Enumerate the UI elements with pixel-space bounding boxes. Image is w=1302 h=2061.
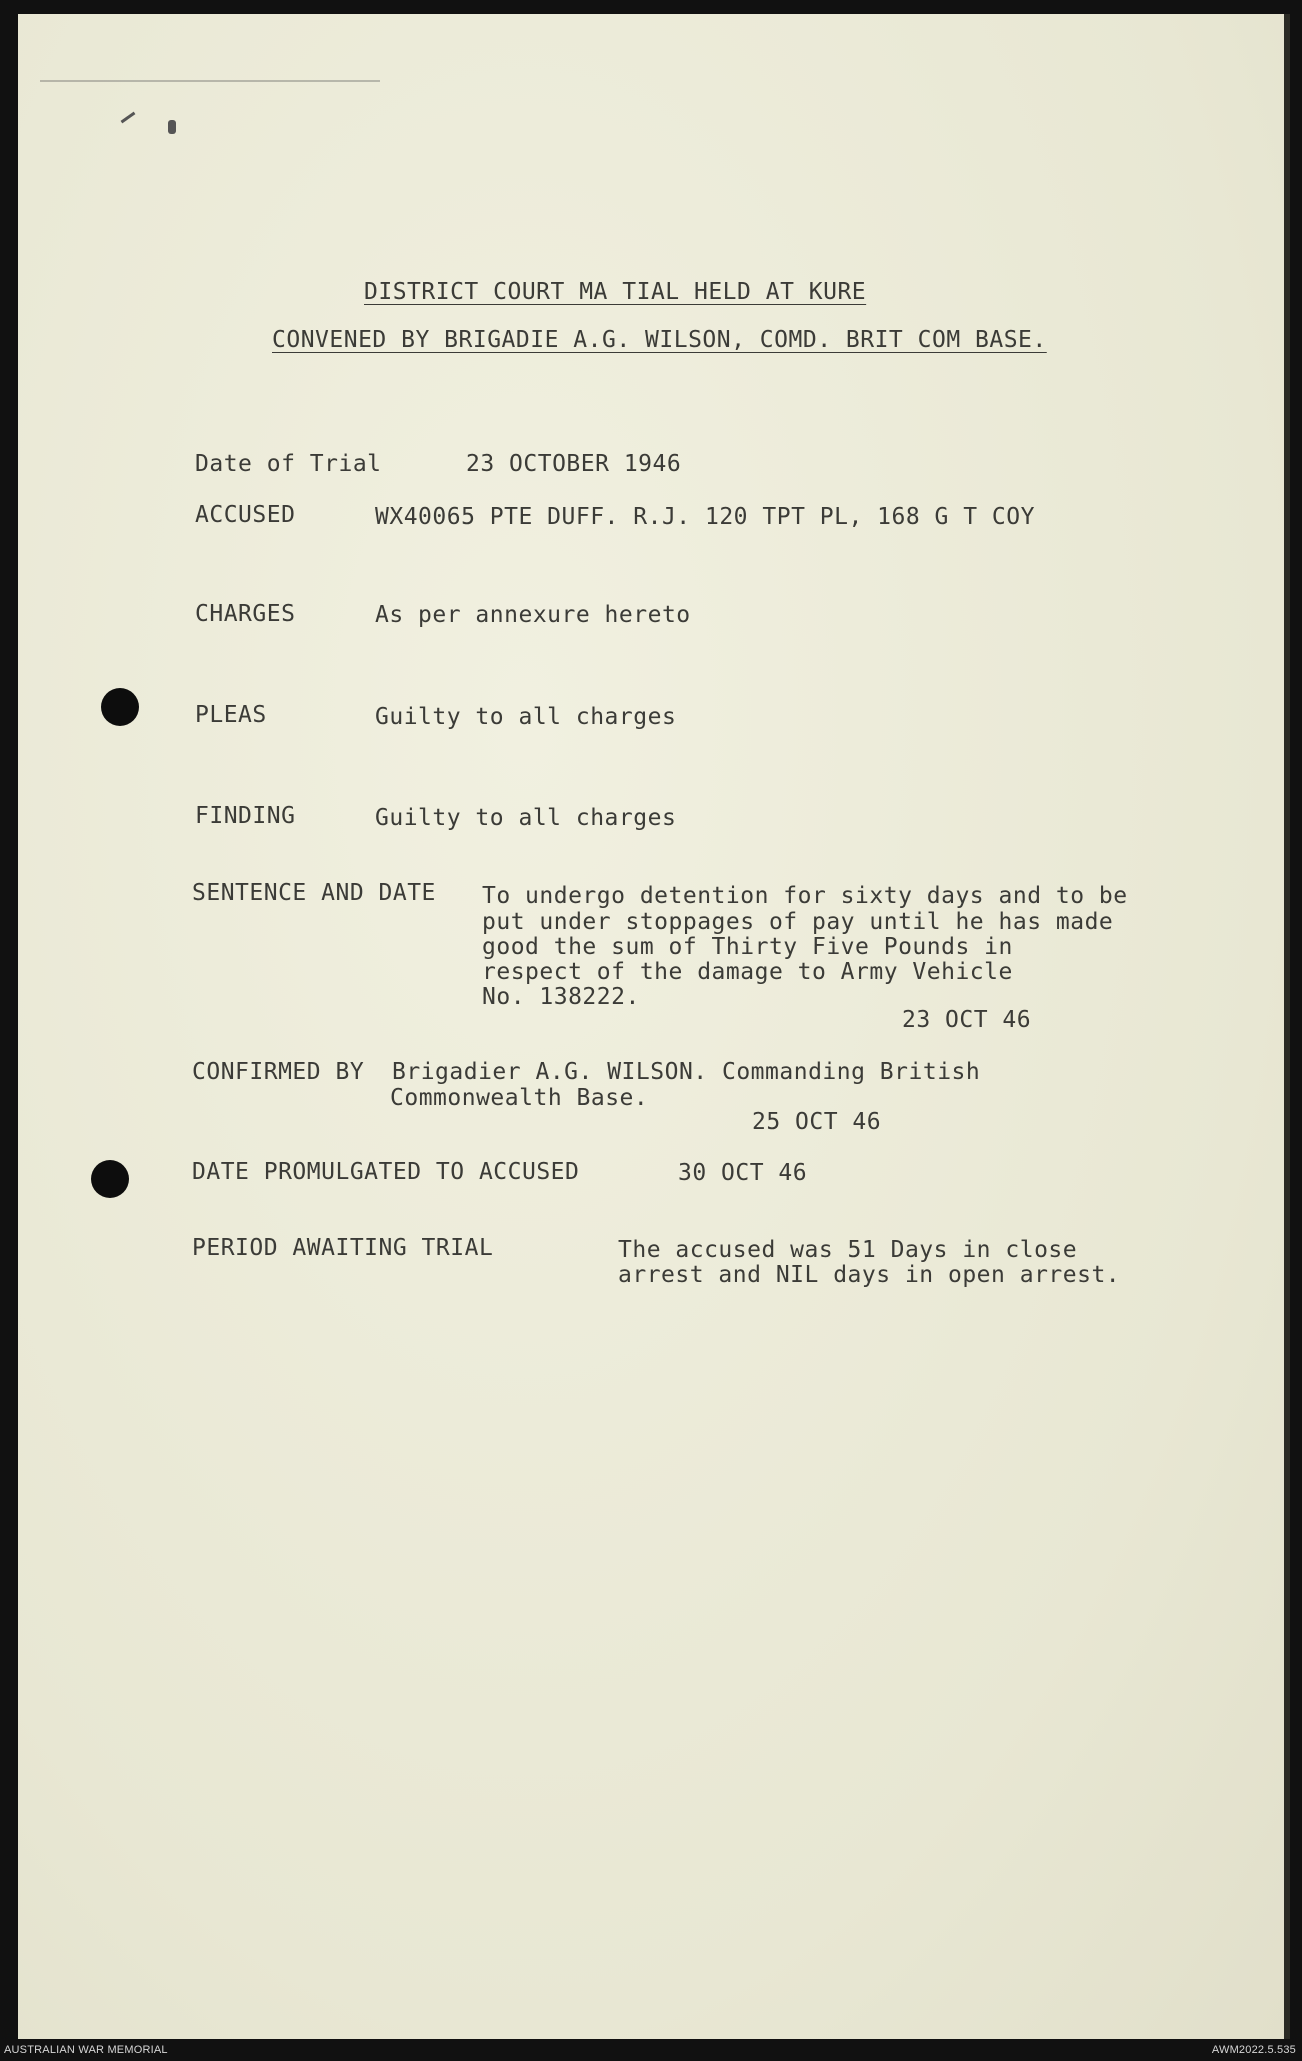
footer-left: AUSTRALIAN WAR MEMORIAL: [4, 2044, 168, 2056]
awaiting-label: PERIOD AWAITING TRIAL: [192, 1235, 494, 1261]
confirmed-line: Brigadier A.G. WILSON. Commanding British: [392, 1059, 981, 1085]
finding-label: FINDING: [195, 803, 296, 829]
confirmed-date: 25 OCT 46: [752, 1109, 882, 1135]
charges-value: As per annexure hereto: [375, 602, 691, 628]
confirmed-label: CONFIRMED BY: [192, 1059, 365, 1085]
document-subtitle: CONVENED BY BRIGADIE A.G. WILSON, COMD. BRIT COM BASE.: [272, 327, 1047, 353]
confirmed-line: Commonwealth Base.: [390, 1085, 649, 1111]
sentence-line: To undergo detention for sixty days and to be: [482, 883, 1128, 909]
date-of-trial-value: 23 OCTOBER 1946: [466, 451, 682, 477]
promulgated-value: 30 OCT 46: [678, 1160, 808, 1186]
date-of-trial-label: Date of Trial: [195, 451, 382, 477]
document-title: DISTRICT COURT MA TIAL HELD AT KURE: [364, 279, 867, 305]
punch-hole-top: [101, 688, 139, 726]
sentence-line: good the sum of Thirty Five Pounds in: [482, 934, 1013, 960]
pleas-label: PLEAS: [195, 702, 267, 728]
ink-mark: [168, 120, 176, 134]
sentence-label: SENTENCE AND DATE: [192, 880, 436, 906]
document-page: [18, 14, 1290, 2039]
accused-label: ACCUSED: [195, 502, 296, 528]
ink-mark: [40, 80, 380, 82]
sentence-line: No. 138222.: [482, 984, 640, 1010]
finding-value: Guilty to all charges: [375, 805, 677, 831]
pleas-value: Guilty to all charges: [375, 704, 677, 730]
accused-value: WX40065 PTE DUFF. R.J. 120 TPT PL, 168 G T COY: [375, 504, 1035, 530]
promulgated-label: DATE PROMULGATED TO ACCUSED: [192, 1159, 580, 1185]
charges-label: CHARGES: [195, 601, 296, 627]
awaiting-line: arrest and NIL days in open arrest.: [618, 1262, 1121, 1288]
footer-right: AWM2022.5.535: [1211, 2044, 1296, 2056]
sentence-line: respect of the damage to Army Vehicle: [482, 959, 1013, 985]
sentence-line: put under stoppages of pay until he has made: [482, 909, 1114, 935]
sentence-date: 23 OCT 46: [902, 1007, 1032, 1033]
awaiting-line: The accused was 51 Days in close: [618, 1237, 1078, 1263]
punch-hole-bottom: [91, 1160, 129, 1198]
